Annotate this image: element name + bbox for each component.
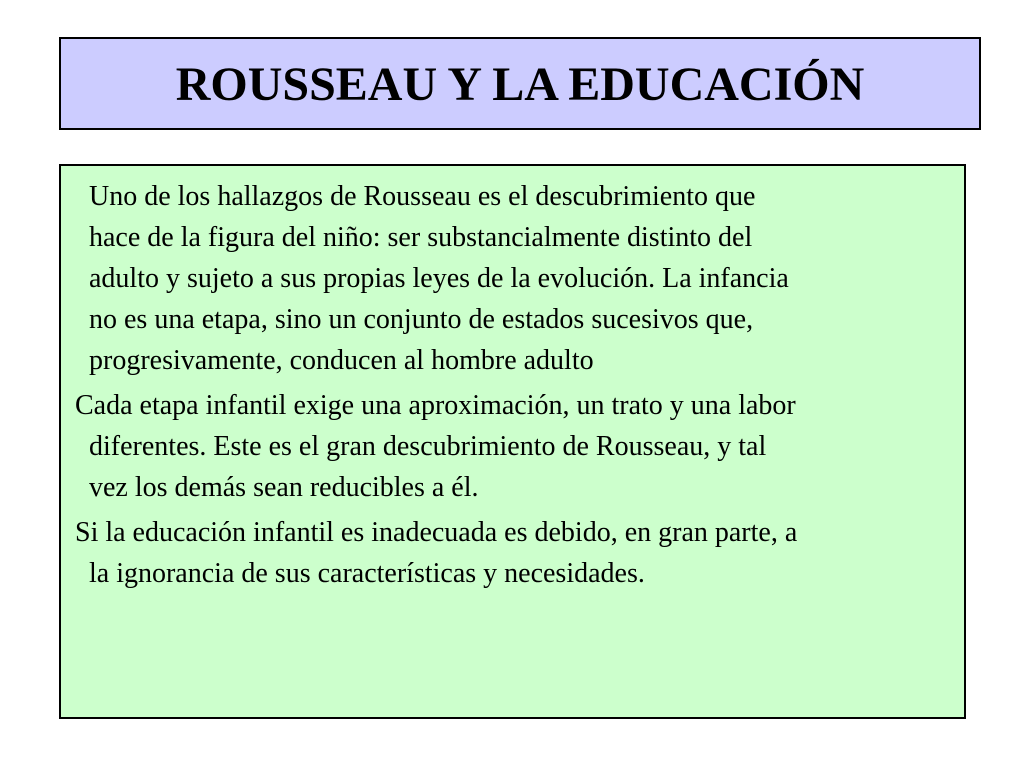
- paragraph-line: vez los demás sean reducibles a él.: [89, 472, 479, 503]
- paragraph-line: Cada etapa infantil exige una aproximación, un trato y una labor: [75, 390, 796, 421]
- paragraph-line: no es una etapa, sino un conjunto de estados sucesivos que,: [89, 304, 754, 335]
- paragraph-line: progresivamente, conducen al hombre adulto: [89, 345, 594, 376]
- paragraph-1: [67, 176, 952, 381]
- paragraph-line: Si la educación infantil es inadecuada es debido, en gran parte, a: [75, 517, 798, 548]
- paragraph-line: hace de la figura del niño: ser substancialmente distinto del: [89, 222, 753, 253]
- paragraph-line: Uno de los hallazgos de Rousseau es el descubrimiento que: [89, 181, 756, 212]
- paragraph-line: adulto y sujeto a sus propias leyes de la evolución. La infancia: [89, 263, 789, 294]
- paragraph-line: la ignorancia de sus características y necesidades.: [89, 558, 645, 589]
- paragraph-2: [67, 385, 952, 508]
- title-box: [59, 37, 981, 130]
- slide-title: ROUSSEAU Y LA EDUCACIÓN: [175, 57, 865, 111]
- content-box: [59, 164, 966, 719]
- paragraph-3: [67, 512, 952, 594]
- paragraph-line: diferentes. Este es el gran descubrimiento de Rousseau, y tal: [89, 431, 767, 462]
